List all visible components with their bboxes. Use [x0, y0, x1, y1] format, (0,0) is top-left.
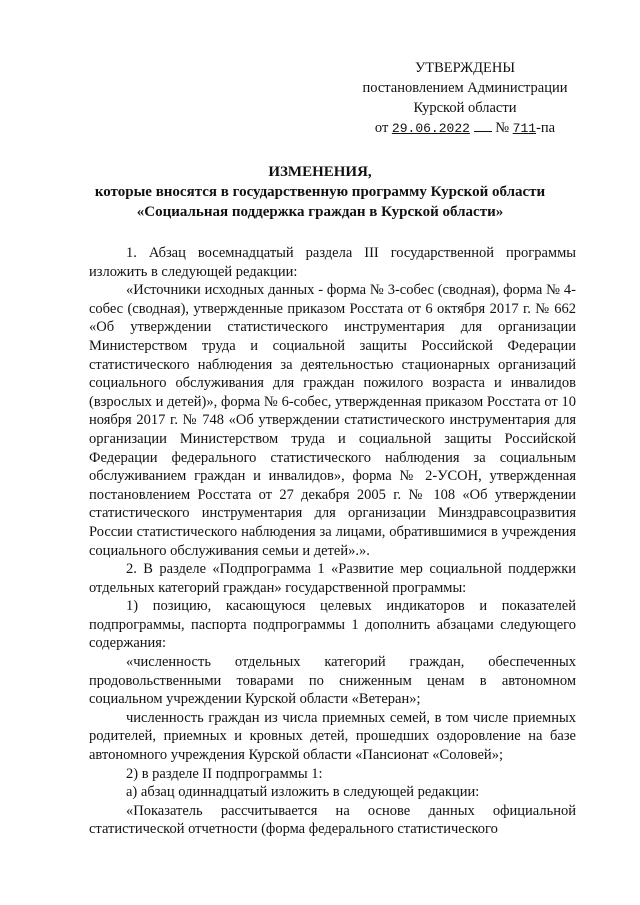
approval-date-number	[340, 118, 590, 139]
paragraph: 1) позицию, касающуюся целевых индикаторов и показателей подпрограммы, паспорта подпрограммы 1 дополнить абзацами следующего содержания:	[89, 598, 576, 652]
paragraph: а) абзац одиннадцатый изложить в следующей редакции:	[126, 784, 480, 801]
paragraph: 1. Абзац восемнадцатый раздела III государственной программы изложить в следующей редакции:	[89, 245, 576, 280]
approval-title: УТВЕРЖДЕНЫ	[414, 60, 516, 76]
approval-date: 29.06.2022	[391, 121, 470, 136]
approval-decree: постановлением Администрации	[362, 80, 568, 96]
paragraph: 2) в разделе II подпрограммы 1:	[126, 765, 323, 782]
number-suffix: -па	[536, 120, 556, 136]
title-heading: ИЗМЕНЕНИЯ,	[268, 164, 372, 180]
approval-region: Курской области	[413, 100, 517, 116]
approval-number: 711	[512, 121, 537, 136]
from-label: от	[374, 120, 389, 136]
number-label: №	[495, 120, 510, 136]
paragraph: «численность отдельных категорий граждан, обеспеченных продовольственными товарами по сниженным ценам в автономном социальном учреждении Курской области «Ветеран»;	[89, 654, 576, 708]
paragraph: «Источники исходных данных - форма № 3-собес (сводная), форма № 4-собес (сводная), утвержденные приказом Росстата от 6 октября 2017 г. № 662 «Об утверждении статистического инструментария для организации Министерством труда и социальной защиты Российской Федерации статистического наблюдения за деятельностью стационарных организаций социального обслуживания для граждан пожилого возраста и инвалидов (взрослых и детей)», форма № 6-собес, утвержденная приказом Росстата от 10 ноября 2017 г. № 748 «Об утверждении статистического инструментария для организации Министерством труда и социальной защиты Российской Федерации федерального статистического наблюдения за социальным обслуживанием граждан и инвалидов», форма № 2-УСОН, утвержденная постановлением Росстата от 27 декабря 2005 г. № 108 «Об утверждении статистического инструментария для организации Минздравсоцразвития России статистического наблюдения за лицами, обратившимися в учреждения социального обслуживания семьи и детей».».	[89, 282, 576, 559]
document-body	[89, 244, 576, 839]
approval-stamp	[340, 58, 590, 139]
paragraph: численность граждан из числа приемных семей, в том числе приемных родителей, приемных и кровных детей, прошедших оздоровление на базе автономного учреждения Курской области «Пансионат «Соловей»;	[89, 709, 576, 764]
title-subtitle-2: «Социальная поддержка граждан в Курской области»	[136, 204, 504, 220]
paragraph: 2. В разделе «Подпрограмма 1 «Развитие мер социальной поддержки отдельных категорий граждан» государственной программы:	[89, 561, 576, 596]
underline-gap	[474, 131, 492, 132]
paragraph: «Показатель рассчитывается на основе данных официальной статистической отчетности (форма федерального статистического	[89, 802, 576, 838]
title-subtitle-1: которые вносятся в государственную программу Курской области	[94, 184, 546, 200]
document-title	[40, 162, 600, 222]
